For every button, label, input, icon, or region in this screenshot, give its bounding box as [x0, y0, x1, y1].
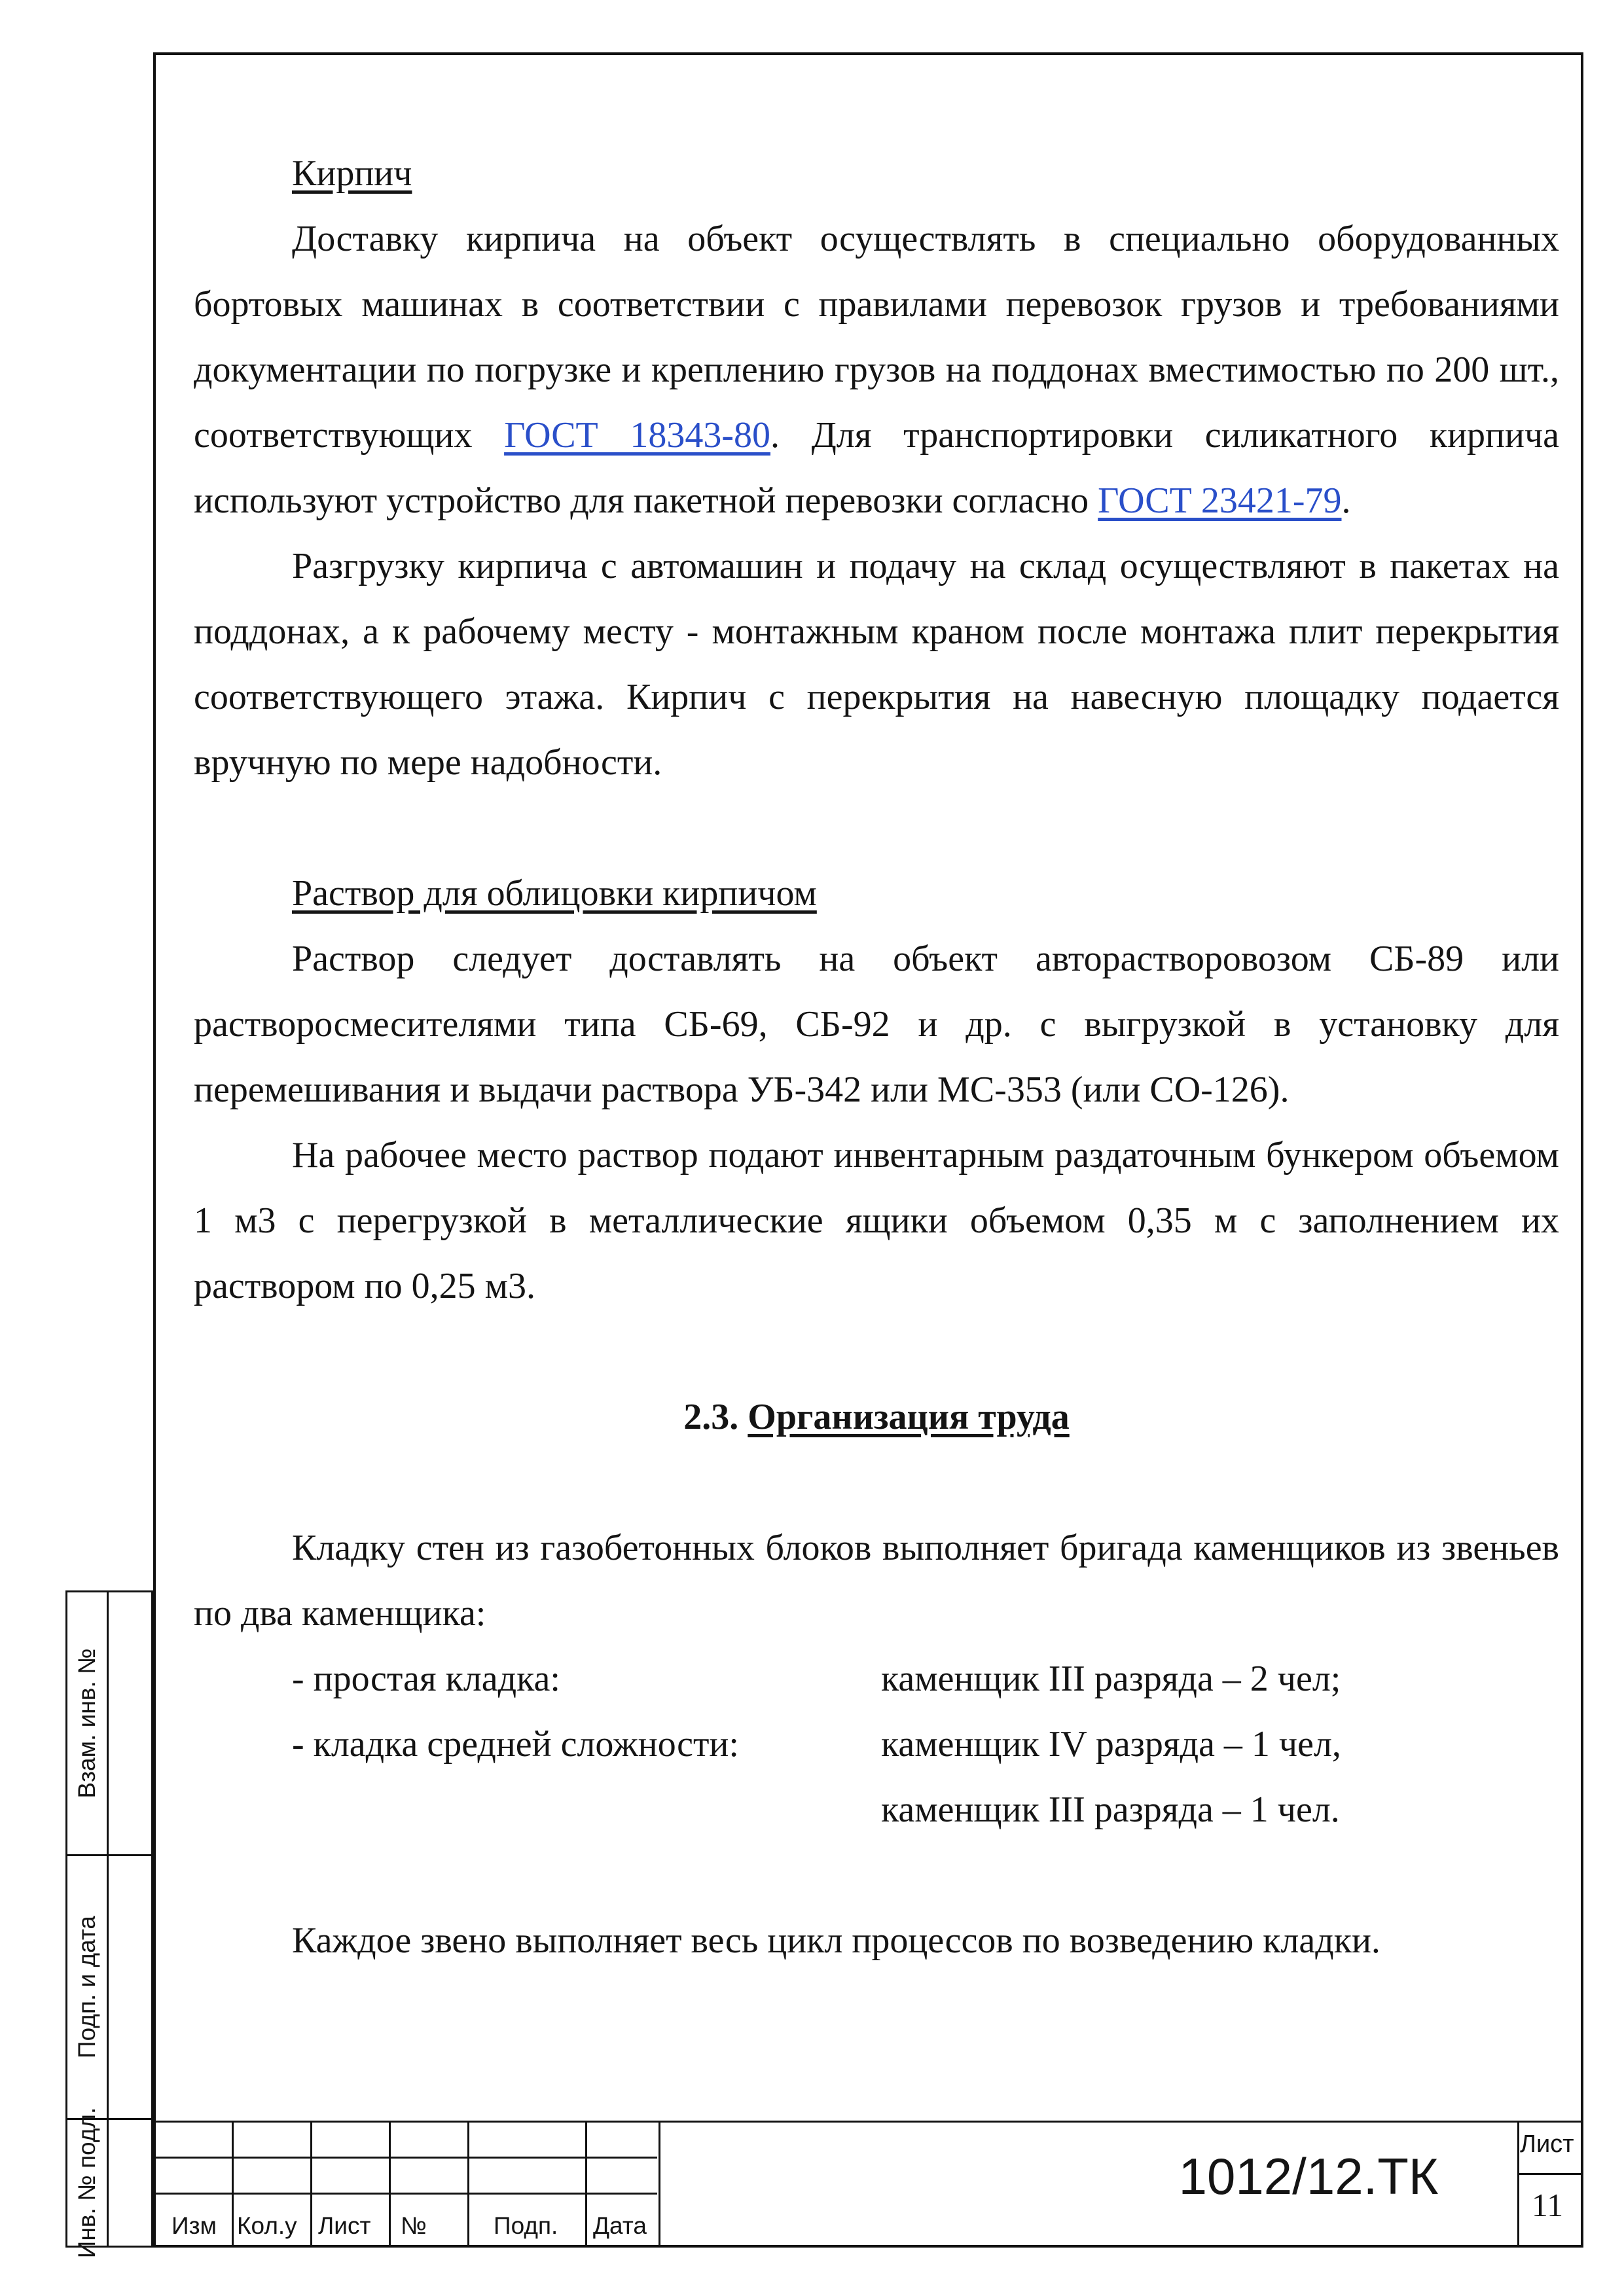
divider: [467, 2121, 469, 2248]
caption-izm: Изм: [171, 2212, 217, 2239]
divider: [153, 2157, 657, 2159]
caption-podp: Подп.: [494, 2212, 558, 2239]
divider: [153, 2121, 1583, 2123]
paragraph-labor-closing: Каждое звено выполняет весь цикл процессов по возведению кладки.: [292, 1920, 1380, 1961]
side-label-podp: Подп. и дата: [73, 1916, 100, 2058]
side-field-vzam: [65, 1590, 153, 1856]
crew-composition: каменщик III разряда – 1 чел.: [881, 1789, 1340, 1830]
document-body: [194, 141, 1559, 1973]
heading-number: 2.3.: [683, 1397, 748, 1437]
paragraph-brick-unloading: Разгрузку кирпича с автомашин и подачу на склад осуществляют в пакетах на поддонах, а к рабочему месту - монтажным краном после монтажа плит перекрытия соответствующего этажа. Кирпич с перекрытия на навесную площадку подается вручную по мере надобности.: [194, 546, 1559, 783]
sheet-label: Лист: [1520, 2130, 1574, 2158]
side-field-podp: [65, 1854, 153, 2120]
crew-work-type: [194, 1777, 881, 1842]
caption-number: №: [401, 2212, 427, 2239]
side-label-inv: Инв. № подл.: [73, 2107, 100, 2259]
paragraph-mortar-workplace: На рабочее место раствор подают инвентарным раздаточным бункером объемом 1 м3 с перегрузкой в металлические ящики объемом 0,35 м с заполнением их раствором по 0,25 м3.: [194, 1135, 1559, 1306]
divider: [659, 2121, 660, 2248]
gost-18343-link[interactable]: ГОСТ 18343-80: [504, 415, 770, 456]
document-code: 1012/12.ТК: [1178, 2147, 1439, 2205]
side-field-inv: [65, 2107, 153, 2259]
divider: [310, 2121, 312, 2248]
divider: [232, 2121, 234, 2248]
section-title-brick: Кирпич: [292, 153, 412, 194]
caption-data: Дата: [593, 2212, 647, 2239]
side-label-vzam: Взам. инв. №: [73, 1648, 100, 1799]
gost-23421-link[interactable]: ГОСТ 23421-79: [1098, 480, 1342, 521]
divider: [153, 2193, 657, 2195]
caption-list: Лист: [318, 2212, 371, 2239]
paragraph-mortar-delivery: Раствор следует доставлять на объект авторастворовозом СБ-89 или растворосмесителями типа СБ-69, СБ-92 и др. с выгрузкой в установку для перемешивания и выдачи раствора УБ-342 или МС-353 (или СО-126).: [194, 939, 1559, 1110]
text-run: . Для транспортировки силикатного кирпича используют устройство для пакетной перевозки согласно: [194, 415, 1560, 521]
section-heading-labor: [194, 1384, 1559, 1450]
crew-composition: каменщик IV разряда – 1 чел,: [881, 1724, 1341, 1765]
divider: [389, 2121, 391, 2248]
crew-row: [194, 1712, 1559, 1777]
title-block: [153, 2121, 1583, 2248]
crew-work-type: - кладка средней сложности:: [292, 1724, 739, 1765]
section-title-mortar: Раствор для облицовки кирпичом: [292, 873, 817, 914]
divider: [585, 2121, 587, 2248]
crew-row: [194, 1646, 1559, 1712]
caption-kolu: Кол.у: [237, 2212, 297, 2239]
crew-work-type: - простая кладка:: [292, 1659, 560, 1699]
paragraph-brick-delivery: [194, 206, 1559, 533]
paragraph-labor-intro: Кладку стен из газобетонных блоков выполняет бригада каменщиков из звеньев по два каменщика:: [194, 1528, 1559, 1634]
sheet-number: 11: [1531, 2187, 1564, 2223]
crew-row: [194, 1777, 1559, 1842]
text-run: Доставку кирпича на объект осуществлять в специально оборудованных бортовых машинах в соответствии с правилами перевозок грузов и требованиями документации по погрузке и креплению грузов на поддонах вместимостью по 200 шт., соответствующих: [194, 219, 1559, 456]
heading-title: Организация труда: [748, 1397, 1070, 1437]
text-run: .: [1341, 480, 1351, 521]
crew-composition: каменщик III разряда – 2 чел;: [881, 1659, 1341, 1699]
